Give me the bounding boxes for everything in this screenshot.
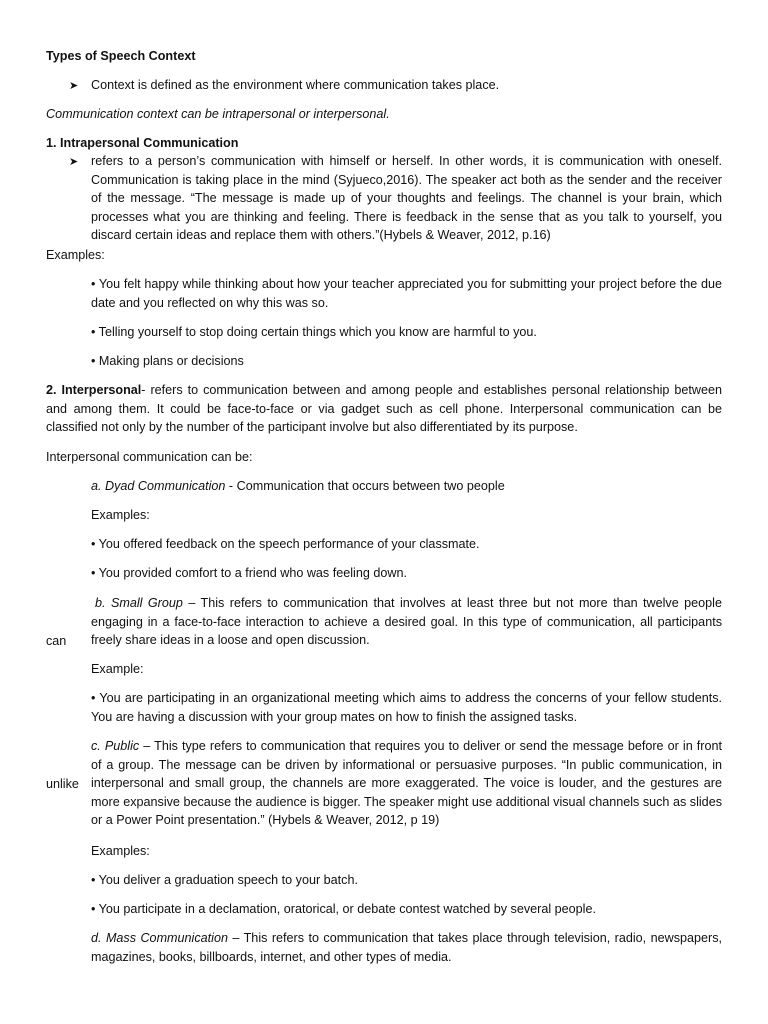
intrapersonal-body: refers to a person’s communication with himself or herself. In other words, it is communication with oneself. Communication is taking place in the mind (Syjueco,2016). The speaker act both as the sender and the receiver of the message. “The message is made up of your thoughts and feelings. The channel is your brain, which processes what you are thinking and feeling. There is feedback in the sense that as you talk to yourself, you discard certain ideas and replace them with others.”(Hybels & Weaver, 2012, p.16) xyxy=(91,154,722,242)
dyad-paragraph xyxy=(91,477,505,496)
dyad-term: a. Dyad Communication xyxy=(91,479,226,493)
interpersonal-can-be: Interpersonal communication can be: xyxy=(46,450,253,464)
mass-definition: – This refers to communication that takes place through television, radio, newspapers, magazines, books, billboards, internet, and other types of media. xyxy=(91,931,722,964)
interpersonal-body: - refers to communication between and among people and establishes personal relationship between and among them. It could be face-to-face or via gadget such as cell phone. Interpersonal communication can be classified not only by the number of the participant involve but also differentiated by its purpose. xyxy=(46,383,722,434)
public-term: c. Public xyxy=(91,739,140,753)
public-examples-label: Examples: xyxy=(91,844,150,858)
dyad-example-2: • You provided comfort to a friend who was feeling down. xyxy=(91,566,407,580)
public-paragraph xyxy=(91,737,722,830)
public-margin-word: unlike xyxy=(46,777,79,791)
public-definition: – This type refers to communication that requires you to deliver or send the message before or in front of a group. The message can be driven by informational or persuasive purposes. “In public communication, in interpersonal and small group, the channels are more exaggerated. The voice is louder, and the gestures are more expansive because the audience is bigger. The speaker might use additional visual channels such as slides or a Power Point presentation.” (Hybels & Weaver, 2012, p 19) xyxy=(91,739,722,827)
context-intro: Communication context can be intrapersonal or interpersonal. xyxy=(46,107,390,121)
public-example-1: • You deliver a graduation speech to your batch. xyxy=(91,873,358,887)
document-title: Types of Speech Context xyxy=(46,49,196,63)
intrapersonal-heading: 1. Intrapersonal Communication xyxy=(46,136,239,150)
intrapersonal-example-2: • Telling yourself to stop doing certain things which you know are harmful to you. xyxy=(91,325,537,339)
small-group-definition: – This refers to communication that involves at least three but not more than twelve people engaging in a face-to-face interaction to achieve a desired goal. In this type of communication, all participants freely share ideas in a loose and open discussion. xyxy=(91,596,722,647)
interpersonal-paragraph xyxy=(46,381,722,437)
intrapersonal-example-1: • You felt happy while thinking about how your teacher appreciated you for submitting your project before the due date and you reflected on why this was so. xyxy=(91,277,722,310)
dyad-definition: - Communication that occurs between two people xyxy=(225,479,505,493)
mass-paragraph xyxy=(91,929,722,966)
arrow-bullet-icon: ➤ xyxy=(69,80,79,92)
dyad-example-1: • You offered feedback on the speech performance of your classmate. xyxy=(91,537,480,551)
context-definition: Context is defined as the environment where communication takes place. xyxy=(91,78,500,92)
mass-term: d. Mass Communication xyxy=(91,931,228,945)
small-group-examples-label: Example: xyxy=(91,662,144,676)
small-group-term: b. Small Group xyxy=(95,596,183,610)
intrapersonal-examples-label: Examples: xyxy=(46,248,105,262)
intrapersonal-example-3: • Making plans or decisions xyxy=(91,354,244,368)
public-example-2: • You participate in a declamation, oratorical, or debate contest watched by several people. xyxy=(91,902,596,916)
small-group-example: • You are participating in an organizational meeting which aims to address the concerns of your fellow students. You are having a discussion with your group mates on how to finish the assigned tasks. xyxy=(91,691,722,724)
small-group-paragraph xyxy=(91,594,722,650)
small-group-margin-word: can xyxy=(46,634,67,648)
interpersonal-heading: 2. Interpersonal xyxy=(46,383,142,397)
arrow-bullet-icon: ➤ xyxy=(69,156,79,168)
dyad-examples-label: Examples: xyxy=(91,508,150,522)
